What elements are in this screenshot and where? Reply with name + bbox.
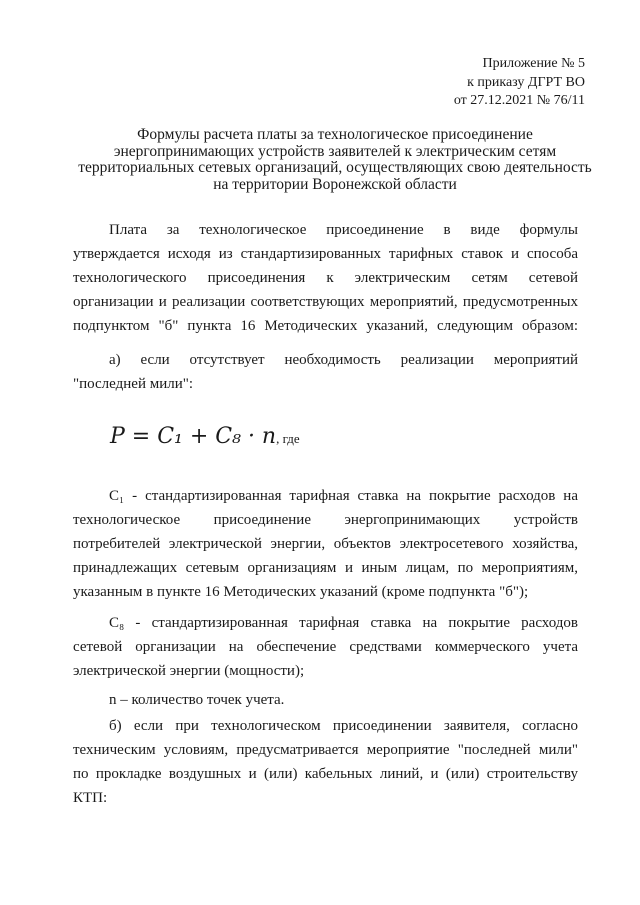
- text-line: технологического присоединения к электрическим сетям сетевой: [73, 270, 578, 286]
- text-line: сетевой организации на обеспечение средствами коммерческого учета: [73, 639, 578, 655]
- text-line: принадлежащих сетевым организациям и иным лицам, по мероприятиям,: [73, 560, 578, 576]
- case-a-paragraph: [73, 348, 578, 396]
- formula: [110, 424, 300, 449]
- intro-paragraph: [73, 218, 578, 338]
- case-b-paragraph: [73, 714, 578, 810]
- text-line: техническим условиям, предусматривается мероприятие "последней мили": [73, 742, 578, 758]
- title-line: энергопринимающих устройств заявителей к электрическим сетям: [113, 142, 557, 160]
- text-line: электрической энергии (мощности);: [73, 663, 305, 679]
- text-line: организации и реализации соответствующих мероприятий, предусмотренных: [73, 294, 578, 310]
- text-line: утверждается исходя из стандартизированных тарифных ставок и способа: [73, 246, 578, 262]
- text-line: указанным в пункте 16 Методических указаний (кроме подпункта "б");: [73, 584, 529, 600]
- text-line: по прокладке воздушных и (или) кабельных линий, и (или) строительству: [73, 766, 578, 782]
- text-line: а) если отсутствует необходимость реализации мероприятий: [109, 352, 578, 368]
- title-line: территориальных сетевых организаций, осуществляющих свою деятельность: [78, 159, 592, 176]
- text-line: "последней мили":: [73, 376, 194, 392]
- formula-expression: P = C₁ + C₈ · n: [110, 424, 277, 449]
- appendix-date: от 27.12.2021 № 76/11: [453, 93, 585, 108]
- text-line: технологическое присоединение энергопринимающих устройств: [73, 512, 578, 528]
- appendix-header: [454, 55, 585, 111]
- title-line: Формулы расчета платы за технологическое присоединение: [137, 126, 533, 143]
- text-line: C₁ - стандартизированная тарифная ставка на покрытие расходов на: [109, 488, 578, 504]
- c8-definition: [73, 611, 578, 683]
- text-line: подпунктом "б" пункта 16 Методических указаний, следующим образом:: [73, 318, 578, 334]
- c1-definition: [73, 484, 578, 604]
- text-line: C₈ - стандартизированная тарифная ставка на покрытие расходов: [109, 615, 578, 631]
- document-title: [70, 127, 600, 193]
- formula-suffix: , где: [276, 431, 300, 446]
- text-line: потребителей электрической энергии, объектов электросетевого хозяйства,: [73, 536, 578, 552]
- text-line: Плата за технологическое присоединение в виде формулы: [109, 222, 578, 238]
- appendix-number: Приложение № 5: [482, 56, 585, 71]
- text-line: n – количество точек учета.: [109, 692, 285, 708]
- text-line: КТП:: [73, 790, 108, 806]
- appendix-order: к приказу ДГРТ ВО: [467, 74, 585, 90]
- n-definition: [73, 688, 578, 712]
- title-line: на территории Воронежской области: [213, 175, 457, 193]
- text-line: б) если при технологическом присоединении заявителя, согласно: [109, 718, 578, 734]
